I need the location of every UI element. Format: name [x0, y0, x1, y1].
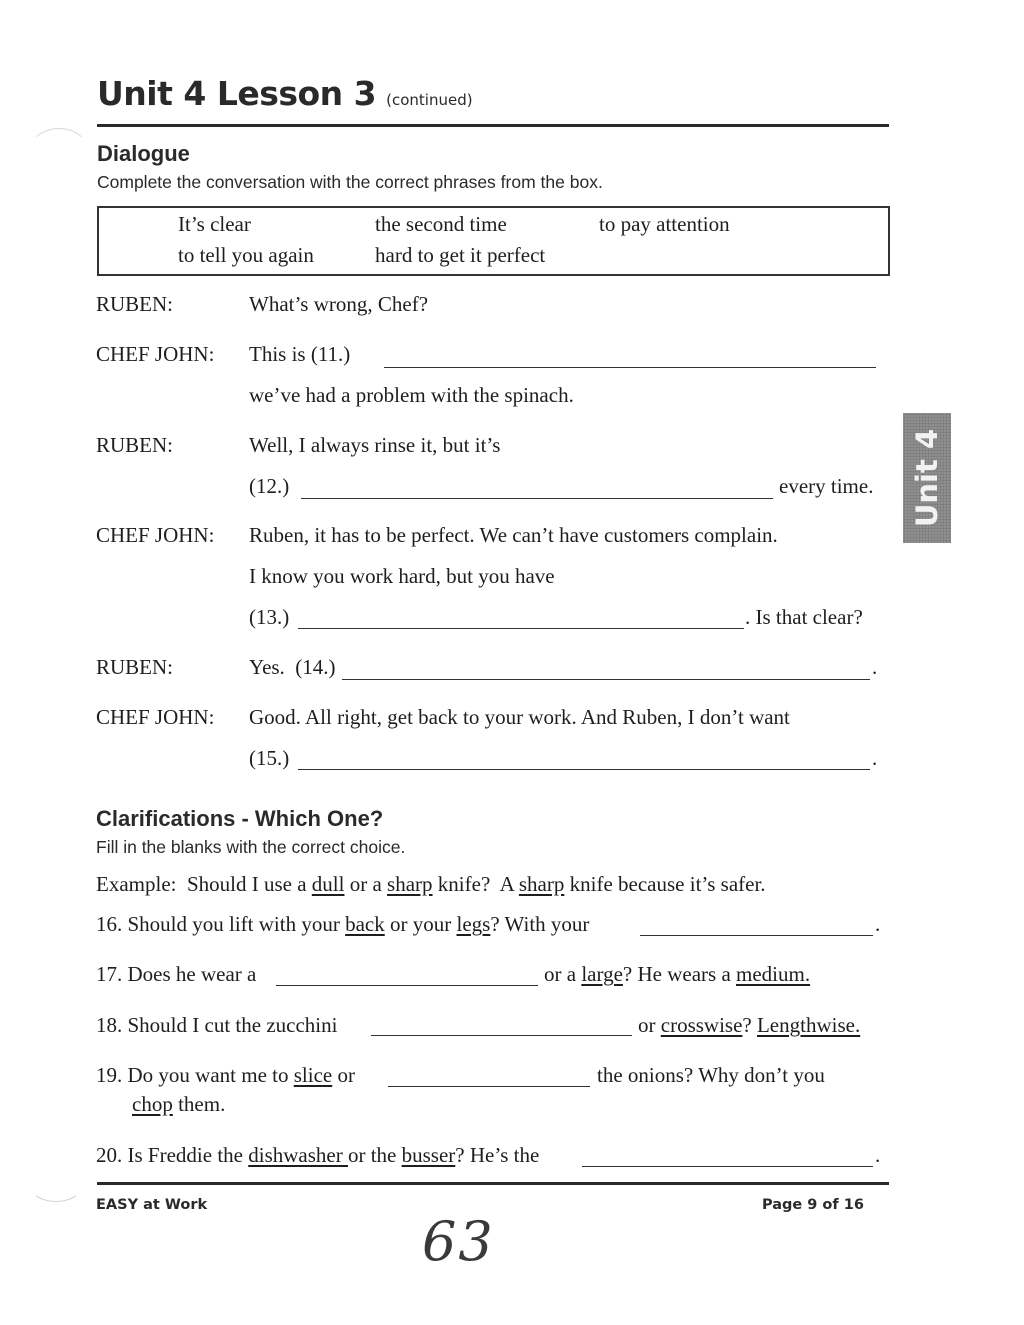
answer-blank-14[interactable] — [342, 678, 870, 680]
footer-page-number: Page 9 of 16 — [762, 1197, 864, 1213]
dialogue-line: Well, I always rinse it, but it’s — [249, 433, 501, 457]
speaker-label: CHEF JOHN: — [96, 523, 215, 547]
dialogue-line: Yes. (14.) — [249, 655, 336, 679]
title-rule — [97, 124, 889, 127]
speaker-label: CHEF JOHN: — [96, 705, 215, 729]
answer-blank-13[interactable] — [298, 627, 744, 629]
phrase-box — [97, 206, 890, 276]
dialogue-line: Good. All right, get back to your work. And Ruben, I don’t want — [249, 705, 790, 729]
question-17-rest: or a large? He wears a medium. — [544, 962, 811, 986]
page-title — [97, 74, 473, 113]
phrase-item: to tell you again — [178, 243, 314, 267]
unit-side-tab — [903, 413, 951, 543]
question-17-lead: 17. Does he wear a — [96, 962, 257, 986]
dialogue-heading: Dialogue — [97, 141, 190, 166]
dialogue-line: Ruben, it has to be perfect. We can’t have customers complain. — [249, 523, 778, 547]
dialogue-line-end: . — [872, 655, 878, 679]
answer-blank-11[interactable] — [384, 366, 876, 368]
phrase-item: to pay attention — [599, 212, 730, 236]
answer-blank-18[interactable] — [371, 1034, 632, 1036]
footer-rule — [97, 1182, 889, 1185]
blank-number: (15.) — [249, 746, 290, 770]
blank-number: (12.) — [249, 474, 290, 498]
phrase-item: hard to get it perfect — [375, 243, 546, 267]
answer-blank-17[interactable] — [276, 984, 538, 986]
question-20-lead: 20. Is Freddie the dishwasher or the busser? He’s the — [96, 1143, 540, 1167]
question-end: . — [875, 912, 881, 936]
handwritten-page-number: 63 — [422, 1210, 495, 1273]
answer-blank-15[interactable] — [298, 768, 870, 770]
answer-blank-12[interactable] — [301, 497, 773, 499]
scan-mark — [28, 128, 90, 180]
speaker-label: RUBEN: — [96, 433, 174, 457]
blank-number: (13.) — [249, 605, 290, 629]
clarifications-instructions: Fill in the blanks with the correct choice. — [96, 837, 406, 857]
clarifications-heading: Clarifications - Which One? — [96, 806, 384, 831]
speaker-label: CHEF JOHN: — [96, 342, 215, 366]
unit-side-tab-label: Unit 4 — [910, 428, 944, 528]
speaker-label: RUBEN: — [96, 292, 174, 316]
answer-blank-19[interactable] — [388, 1085, 590, 1087]
dialogue-line-end: every time. — [779, 474, 874, 498]
dialogue-line-cont: I know you work hard, but you have — [249, 564, 555, 588]
dialogue-line-cont: we’ve had a problem with the spinach. — [249, 383, 574, 407]
phrase-item: It’s clear — [178, 212, 251, 236]
page-subtitle: (continued) — [386, 91, 473, 109]
question-18-lead: 18. Should I cut the zucchini — [96, 1013, 338, 1037]
example-sentence: Example: Should I use a dull or a sharp knife? A sharp knife because it’s safer. — [96, 872, 766, 896]
speaker-label: RUBEN: — [96, 655, 174, 679]
question-19-cont: chop them. — [132, 1092, 226, 1116]
page-title-main: Unit 4 Lesson 3 — [97, 74, 377, 113]
answer-blank-20[interactable] — [582, 1165, 873, 1167]
answer-blank-16[interactable] — [640, 934, 873, 936]
dialogue-instructions: Complete the conversation with the correct phrases from the box. — [97, 172, 603, 192]
question-end: . — [875, 1143, 881, 1167]
footer-left: EASY at Work — [96, 1197, 208, 1213]
dialogue-line: This is (11.) — [249, 342, 351, 366]
question-19-lead: 19. Do you want me to slice or — [96, 1063, 355, 1087]
phrase-item: the second time — [375, 212, 507, 236]
question-18-rest: or crosswise? Lengthwise. — [638, 1013, 861, 1037]
dialogue-line-end: . Is that clear? — [745, 605, 863, 629]
scan-mark — [30, 1170, 82, 1202]
dialogue-line: What’s wrong, Chef? — [249, 292, 429, 316]
question-19-rest: the onions? Why don’t you — [597, 1063, 825, 1087]
dialogue-line-end: . — [872, 746, 878, 770]
question-16: 16. Should you lift with your back or your legs? With your — [96, 912, 590, 936]
